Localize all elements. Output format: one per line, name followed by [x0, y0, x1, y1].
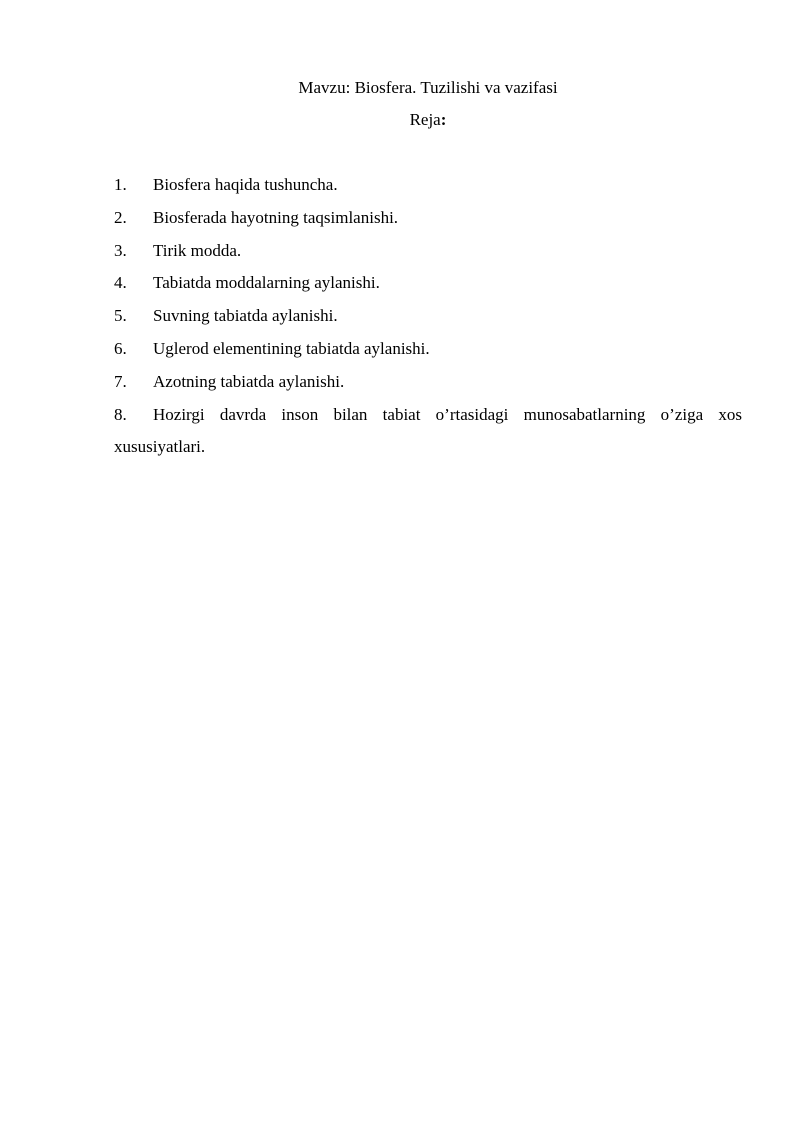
- plan-item-number: 4.: [114, 273, 127, 293]
- plan-item-text: Hozirgi davrda inson bilan tabiat o’rtasidagi munosabatlarning o’ziga xos xususiyatlari.: [114, 404, 742, 457]
- plan-item-text: Biosferada hayotning taqsimlanishi.: [153, 207, 399, 227]
- document-subtitle: [0, 109, 800, 131]
- plan-item-number: 6.: [114, 338, 127, 358]
- document-title: Mavzu: Biosfera. Tuzilishi va vazifasi: [298, 78, 558, 97]
- plan-item-text: Biosfera haqida tushuncha.: [153, 175, 338, 194]
- plan-item-number: 8.: [114, 404, 127, 424]
- subtitle-text: Reja: [409, 110, 441, 129]
- subtitle-colon: :: [440, 110, 447, 129]
- plan-item-number: 7.: [114, 371, 127, 391]
- plan-item: [114, 207, 742, 229]
- plan-item: [114, 305, 742, 327]
- plan-item: [114, 338, 742, 360]
- plan-item: [114, 240, 742, 262]
- plan-item-number: 3.: [114, 240, 127, 260]
- plan-item-text: Uglerod elementining tabiatda aylanishi.: [153, 338, 430, 358]
- plan-item: [114, 371, 742, 393]
- plan-item-text: Azotning tabiatda aylanishi.: [153, 371, 345, 391]
- plan-item: [114, 174, 742, 196]
- plan-list: [114, 174, 742, 475]
- plan-item: [114, 272, 742, 294]
- plan-item-number: 5.: [114, 306, 127, 326]
- plan-item-number: 1.: [114, 175, 127, 194]
- plan-item: [114, 399, 742, 465]
- plan-item-number: 2.: [114, 207, 127, 227]
- plan-item-text: Suvning tabiatda aylanishi.: [153, 306, 338, 326]
- plan-item-text: Tirik modda.: [153, 240, 242, 260]
- plan-item-text: Tabiatda moddalarning aylanishi.: [153, 273, 380, 293]
